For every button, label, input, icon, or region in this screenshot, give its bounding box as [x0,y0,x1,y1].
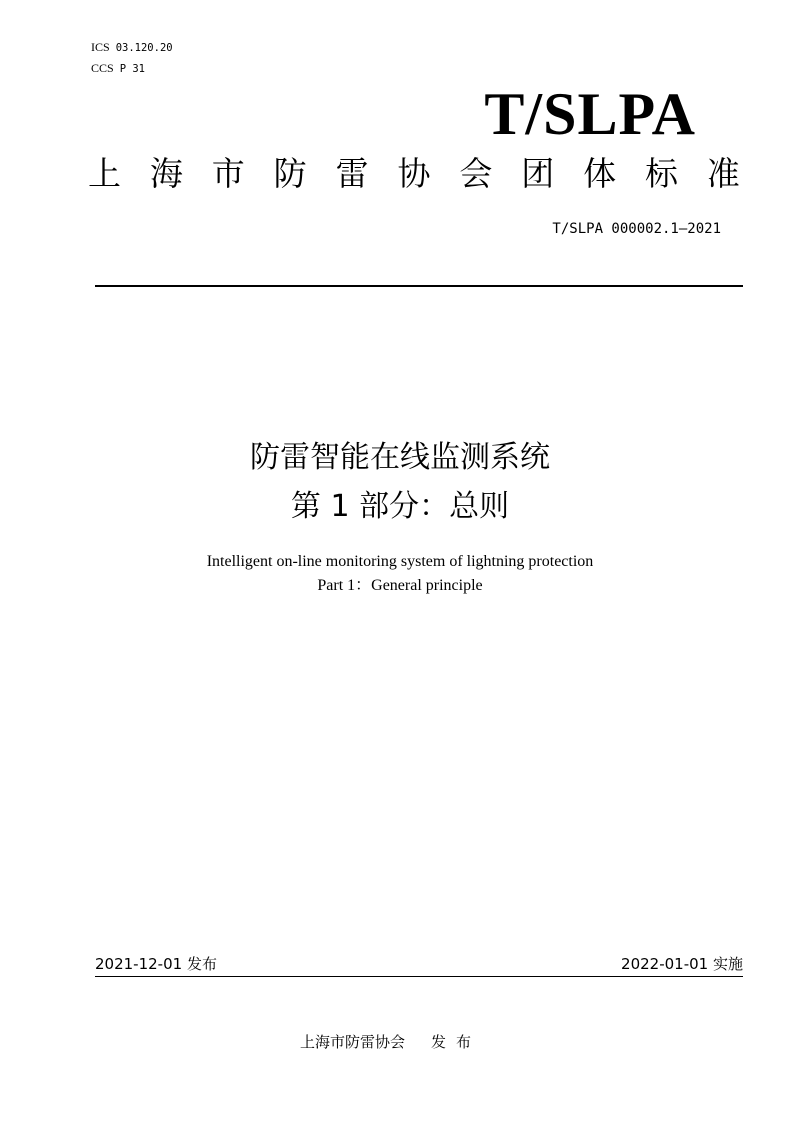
title-en-line2: Part 1：General principle [317,577,483,594]
org-title [88,152,740,196]
org-title-char: 准 [706,154,740,193]
org-title-char: 体 [583,154,617,193]
org-title-char: 防 [273,154,307,193]
title-en-line1: Intelligent on-line monitoring system of lightning protection [206,553,594,570]
ics-code [91,40,173,55]
issuer [300,1032,481,1052]
publish-date: 2021-12-01 发布 [95,955,217,973]
org-title-char: 市 [211,154,245,193]
title-zh-line1: 防雷智能在线监测系统 [250,440,550,475]
issuer-name: 上海市防雷协会 [300,1033,406,1051]
ccs-code [91,61,145,76]
org-title-char: 会 [459,154,493,193]
org-title-char: 雷 [335,154,369,193]
org-title-char: 标 [645,154,679,193]
implement-date: 2022-01-01 实施 [621,955,743,973]
footer-divider [95,976,743,977]
header-divider [95,285,743,287]
document-number: T/SLPA 000002.1—2021 [552,221,721,237]
org-title-char: 协 [397,154,431,193]
title-zh-line2: 第 1 部分：总则 [290,489,510,524]
ccs-label: CCS [91,61,114,75]
org-title-char: 上 [88,154,121,193]
ccs-value: P 31 [119,63,145,75]
standard-brand: T/SLPA [484,81,696,147]
ics-value: 03.120.20 [115,42,173,54]
ics-label: ICS [91,40,110,54]
org-title-char: 海 [149,154,183,193]
issuer-action: 发布 [431,1033,482,1051]
org-title-char: 团 [521,154,555,193]
